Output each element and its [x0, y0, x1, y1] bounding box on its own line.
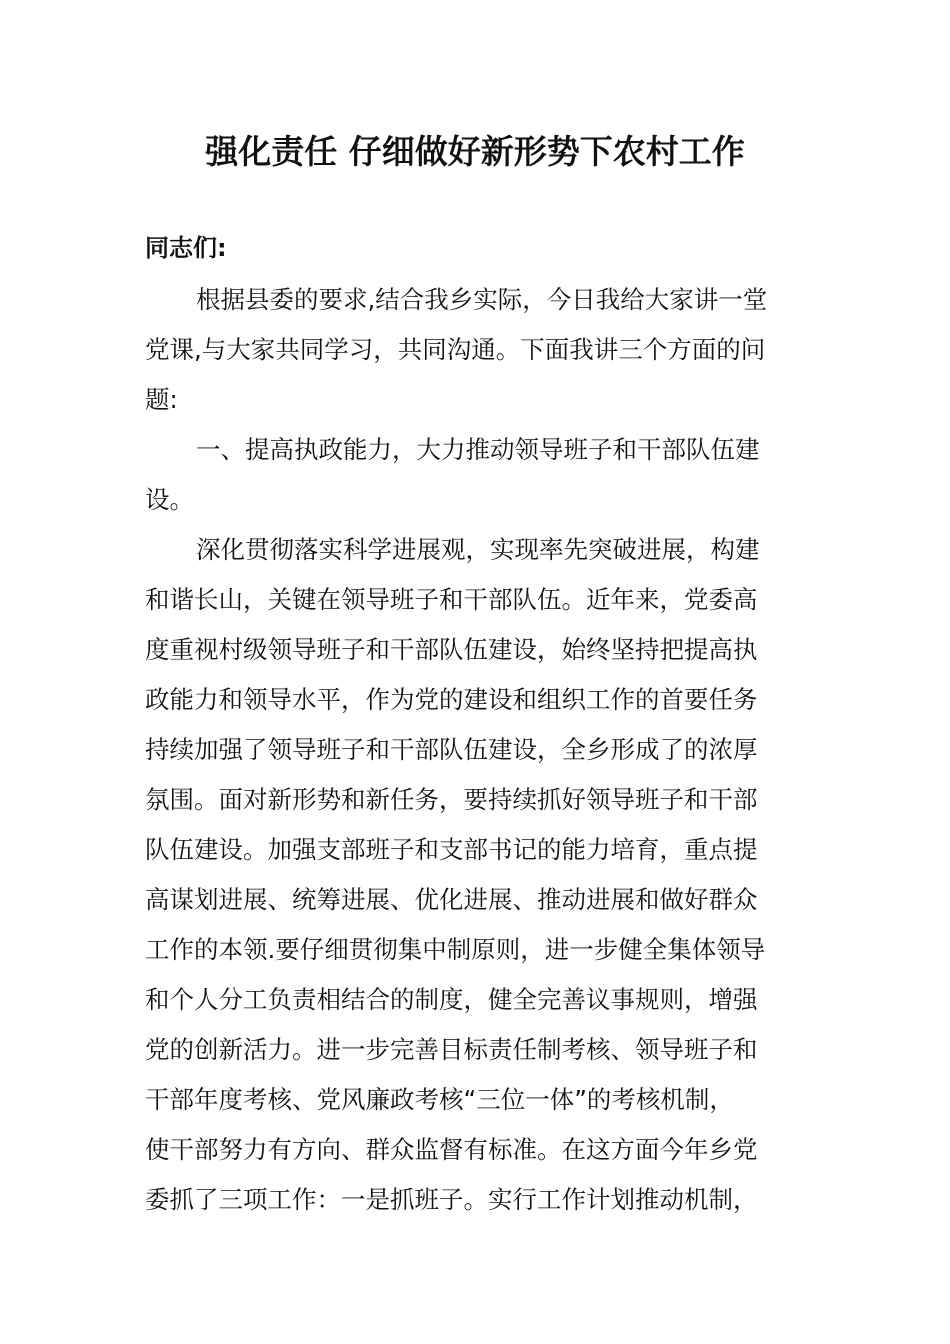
body-line: 队伍建设。加强支部班子和支部书记的能力培育，重点提 — [145, 835, 758, 864]
body-line: 和谐长山，关键在领导班子和干部队伍。近年来，党委高 — [145, 585, 758, 614]
body-line: 政能力和领导水平，作为党的建设和组织工作的首要任务 — [145, 685, 758, 714]
section-heading-line: 一、提高执政能力，大力推动领导班子和干部队伍建 — [196, 435, 760, 464]
body-line: 度重视村级领导班子和干部队伍建设，始终坚持把提高执 — [145, 635, 758, 664]
body-line: 氛围。面对新形势和新任务，要持续抓好领导班子和干部 — [145, 785, 758, 814]
section-heading-line: 设。 — [145, 485, 194, 514]
body-line: 持续加强了领导班子和干部队伍建设，全乡形成了的浓厚 — [145, 735, 758, 764]
document-title: 强化责任 仔细做好新形势下农村工作 — [205, 132, 745, 171]
body-line: 党的创新活力。进一步完善目标责任制考核、领导班子和 — [145, 1035, 758, 1064]
body-line: 深化贯彻落实科学进展观，实现率先突破进展，构建 — [196, 535, 760, 564]
body-line: 使干部努力有方向、群众监督有标准。在这方面今年乡党 — [145, 1135, 758, 1164]
body-line: 根据县委的要求,结合我乡实际，今日我给大家讲一堂 — [196, 285, 768, 314]
body-line: 题: — [145, 385, 178, 414]
body-line: 干部年度考核、党风廉政考核“三位一体”的考核机制， — [145, 1085, 734, 1114]
body-line: 委抓了三项工作：一是抓班子。实行工作计划推动机制， — [145, 1185, 758, 1214]
salutation: 同志们: — [145, 234, 227, 262]
body-line: 工作的本领.要仔细贯彻集中制原则，进一步健全集体领导 — [145, 935, 766, 964]
body-line: 高谋划进展、统筹进展、优化进展、推动进展和做好群众 — [145, 885, 758, 914]
body-line: 党课,与大家共同学习，共同沟通。下面我讲三个方面的问 — [145, 335, 766, 364]
body-line: 和个人分工负责相结合的制度，健全完善议事规则，增强 — [145, 985, 758, 1014]
